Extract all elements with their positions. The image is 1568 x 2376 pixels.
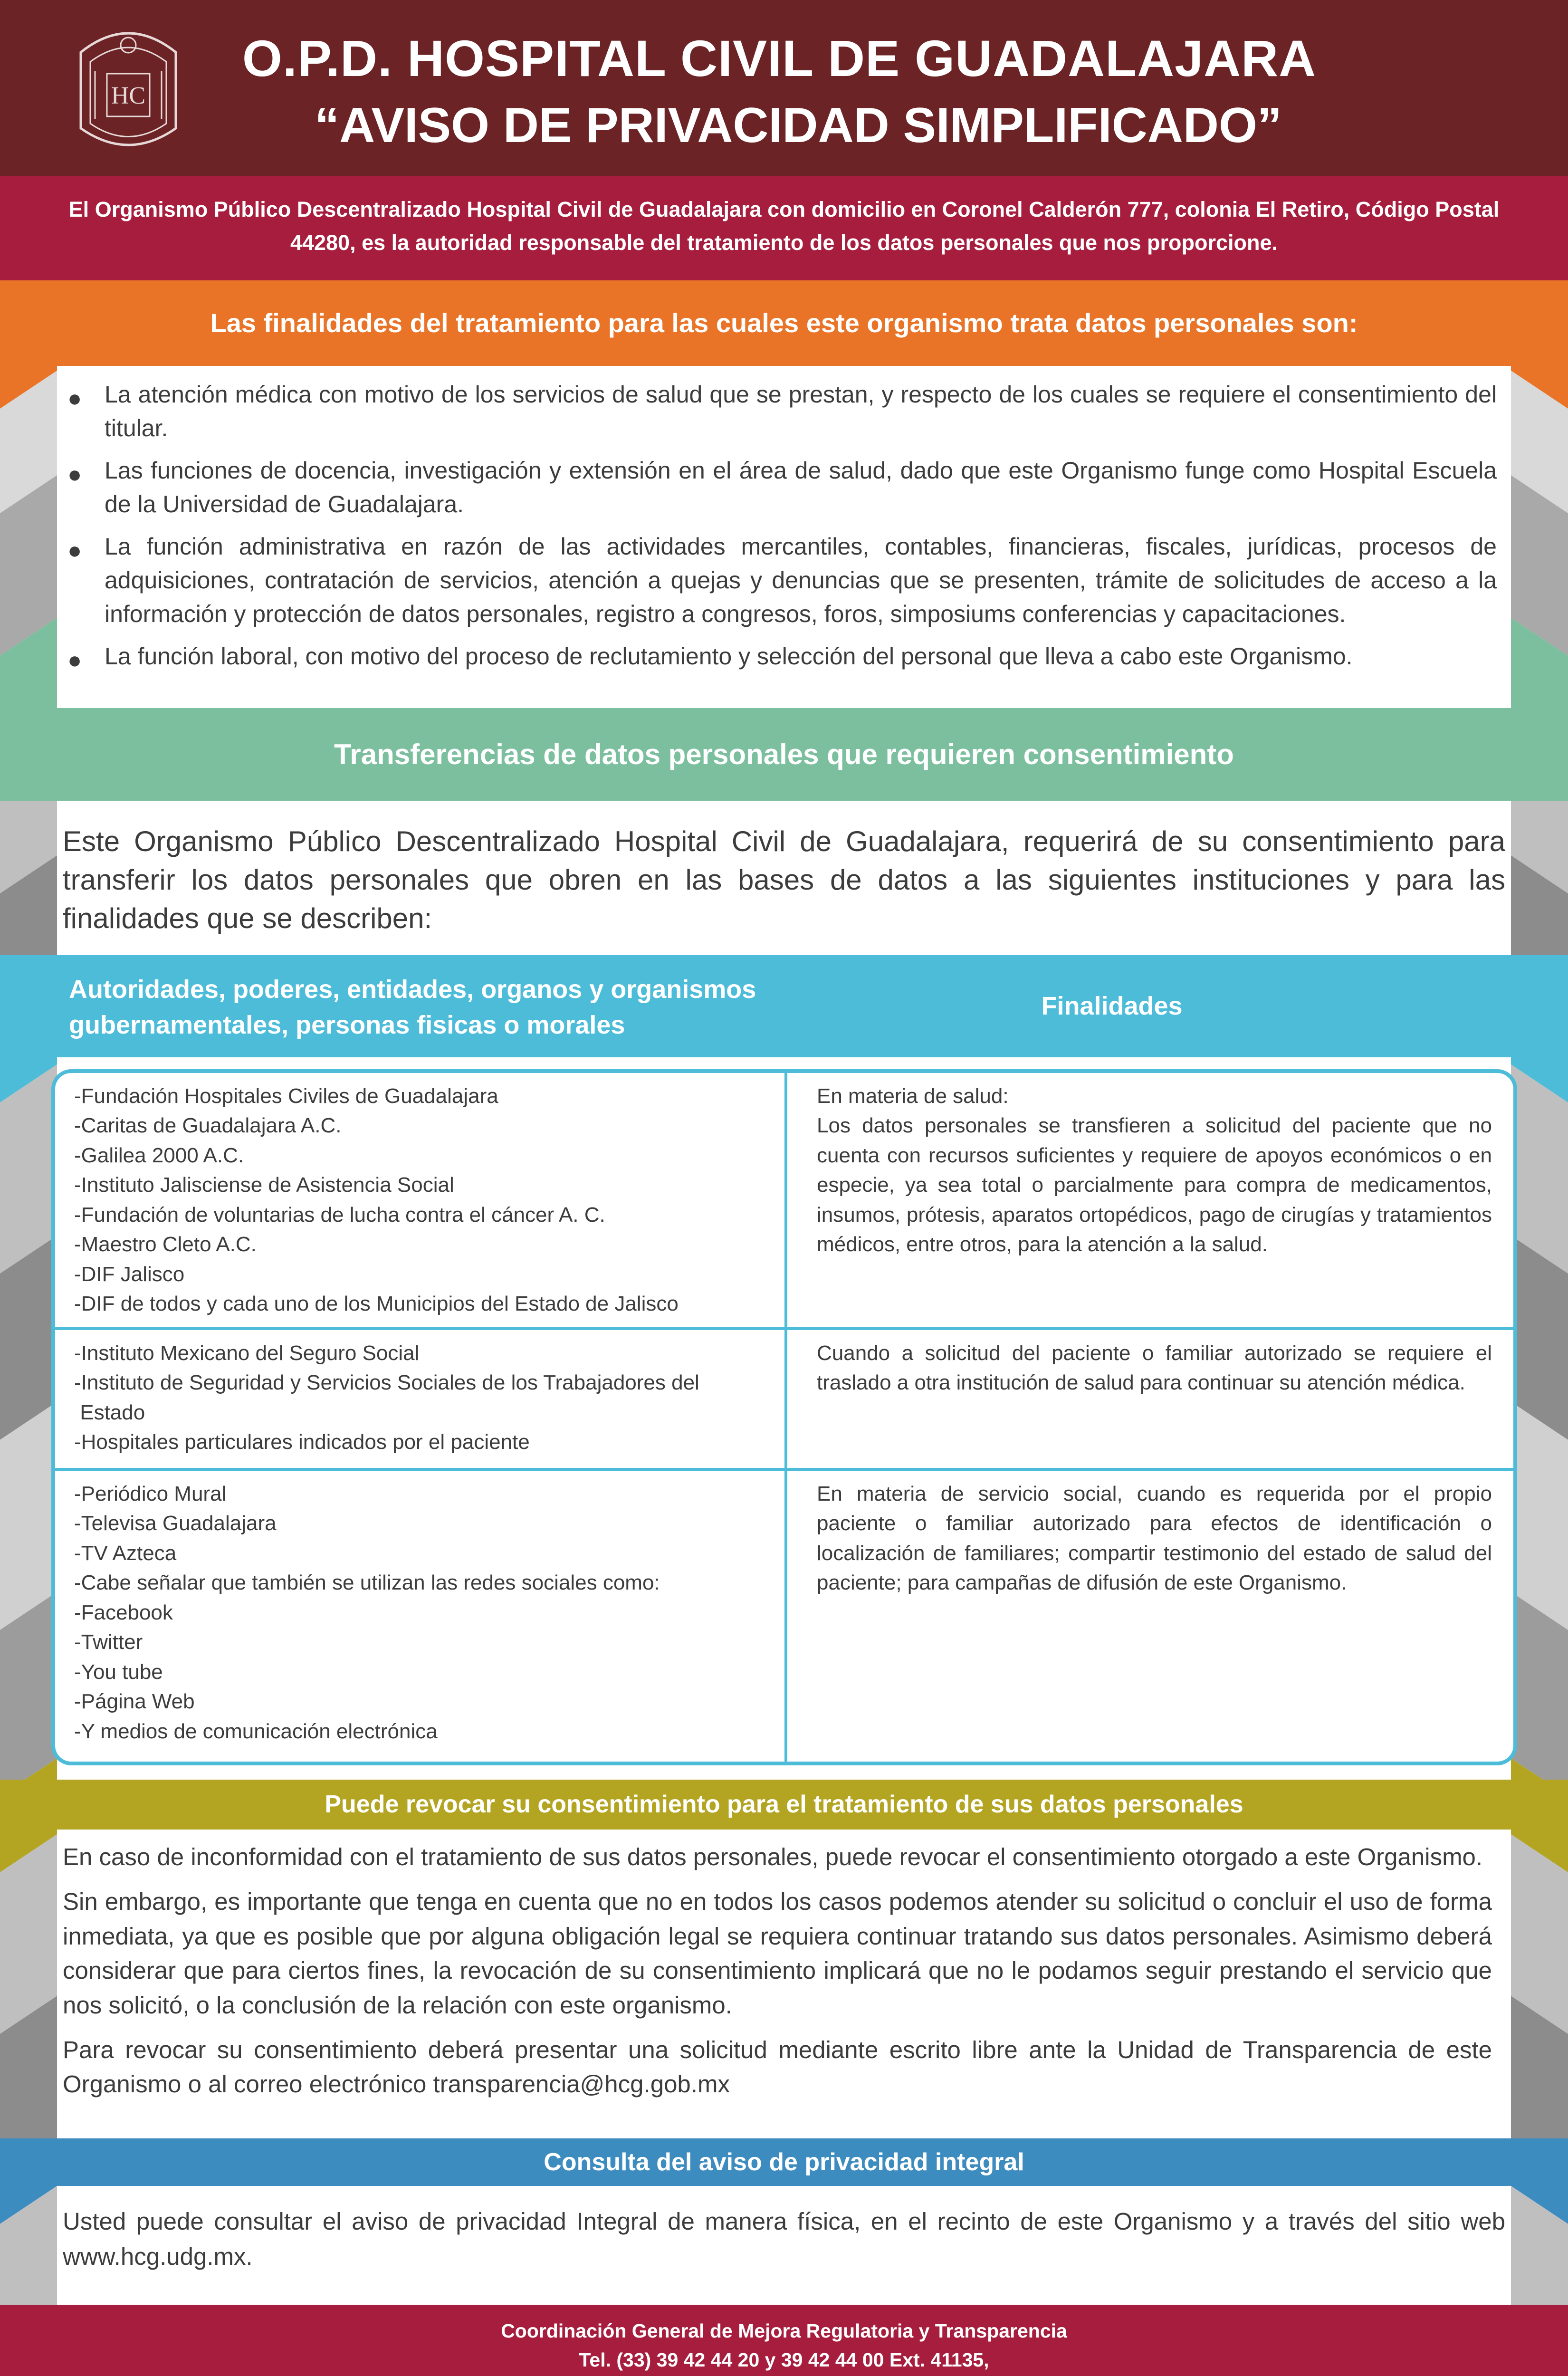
header-band <box>0 0 1568 176</box>
intro-line-1: El Organismo Público Descentralizado Hospital Civil de Guadalajara con domicilio en Coronel Calderón 777, colonia El Retiro, Código Postal <box>68 197 1500 221</box>
intro-line-2: 44280, es la autoridad responsable del tratamiento de los datos personales que nos proporcione. <box>290 230 1278 255</box>
entity-item: -Fundación Hospitales Civiles de Guadalajara <box>74 1084 498 1108</box>
consulta-text: Usted puede consultar el aviso de privacidad Integral de manera física, en el recinto de este Organismo y a través del sitio web www.hcg.udg.mx. <box>57 2186 1511 2305</box>
list-item-text: La función administrativa en razón de las actividades mercantiles, contables, financieras, fiscales, jurídicas, procesos de adquisiciones, contratación de servicios, atención a quejas y denuncias que se presenten, trámite de solicitudes de acceso a la información y protección de datos personales, registro a congresos, foros, simposiums conferencias y capacitaciones. <box>105 533 1497 627</box>
transfers-table <box>51 1069 1517 1765</box>
list-item <box>62 454 1497 521</box>
footer-line-1: Coordinación General de Mejora Regulatoria y Transparencia <box>501 2320 1067 2342</box>
footer-line-2: Tel. (33) 39 42 44 20 y 39 42 44 00 Ext. 41135, <box>579 2348 989 2371</box>
purpose-title: En materia de salud: <box>817 1084 1009 1108</box>
entity-item: -Televisa Guadalajara <box>74 1512 277 1535</box>
list-item-text: La función laboral, con motivo del proceso de reclutamiento y selección del personal que lleva a cabo este Organismo. <box>105 643 1353 670</box>
bullet-icon: ● <box>67 537 82 564</box>
entity-item: -Página Web <box>74 1690 195 1714</box>
column-header-entities: Autoridades, poderes, entidades, organos y organismos gubernamentales, personas fisicas o morales <box>69 975 756 1039</box>
entity-item: -Instituto Jalisciense de Asistencia Social <box>74 1173 454 1197</box>
list-item <box>62 640 1497 673</box>
entity-item: -Caritas de Guadalajara A.C. <box>74 1114 342 1138</box>
entity-item: -You tube <box>74 1660 163 1684</box>
entity-item: -Y medios de comunicación electrónica <box>74 1719 438 1743</box>
entity-item: -Fundación de voluntarias de lucha contra el cáncer A. C. <box>74 1203 605 1226</box>
list-item <box>62 378 1497 445</box>
entity-item: -Cabe señalar que también se utilizan las redes sociales como: <box>74 1571 660 1595</box>
entity-item: -DIF Jalisco <box>74 1262 185 1286</box>
bullet-icon: ● <box>67 461 82 488</box>
revocar-body <box>57 1830 1511 2138</box>
list-item-text: Las funciones de docencia, investigación y extensión en el área de salud, dado que este Organismo funge como Hospital Escuela de la Universidad de Guadalajara. <box>105 457 1497 517</box>
table-cell-entities <box>55 1330 784 1468</box>
revocar-paragraph-2: Sin embargo, es importante que tenga en cuenta que no en todos los casos podemos atender su solicitud o concluir el uso de forma inmediata, ya que es posible que por alguna obligación legal se requiera continuar tratando sus datos personales. Asimismo deberá considerar que para ciertos fines, la revocación de su consentimiento implicará que no le podamos seguir prestando el servicio que nos solicitó, o la conclusión de la relación con este organismo. <box>63 1888 1492 2019</box>
transferencias-intro: Este Organismo Público Descentralizado Hospital Civil de Guadalajara, requerirá de su consentimiento para transferir los datos personales que obren en las bases de datos a las siguientes instituciones y para las finalidades que se describen: <box>57 801 1511 955</box>
list-item <box>62 530 1497 631</box>
transferencias-heading: Transferencias de datos personales que requieren consentimiento <box>0 708 1568 801</box>
entity-item: -Maestro Cleto A.C. <box>74 1233 257 1256</box>
entity-item: -TV Azteca <box>74 1541 177 1565</box>
finalidades-list <box>57 366 1511 708</box>
entity-item: Estado <box>74 1400 145 1424</box>
purpose-text: En materia de servicio social, cuando es requerida por el propio paciente o familiar autorizado para efectos de identificación o localización de familiares; compartir testimonio del estado de salud del paciente; para campañas de difusión de este Organismo. <box>817 1482 1492 1595</box>
bullet-icon: ● <box>67 647 82 673</box>
table-cell-entities <box>55 1073 784 1327</box>
purpose-text: Cuando a solicitud del paciente o familiar autorizado se requiere el traslado a otra institución de salud para continuar su atención médica. <box>817 1341 1492 1395</box>
entity-item: -Periódico Mural <box>74 1482 227 1505</box>
svg-text:HC: HC <box>111 82 146 109</box>
footer-contact <box>0 2305 1568 2376</box>
column-header-purposes: Finalidades <box>1041 992 1183 1020</box>
revocar-heading: Puede revocar su consentimiento para el tratamiento de sus datos personales <box>0 1780 1568 1830</box>
table-cell-entities <box>55 1471 784 1762</box>
table-cell-purpose <box>784 1471 1513 1762</box>
consulta-heading: Consulta del aviso de privacidad integral <box>0 2138 1568 2186</box>
entity-item: -Facebook <box>74 1600 173 1624</box>
page-title: O.P.D. HOSPITAL CIVIL DE GUADALAJARA <box>242 29 1317 87</box>
entity-item: -Twitter <box>74 1630 143 1654</box>
footer-line-3 <box>0 2374 1568 2376</box>
hospital-crest-logo <box>67 19 190 162</box>
table-cell-purpose <box>784 1330 1513 1468</box>
revocar-paragraph-1: En caso de inconformidad con el tratamiento de sus datos personales, puede revocar el consentimiento otorgado a este Organismo. <box>63 1843 1483 1870</box>
finalidades-heading: Las finalidades del tratamiento para las cuales este organismo trata datos personales son: <box>0 280 1568 366</box>
page-subtitle: “AVISO DE PRIVACIDAD SIMPLIFICADO” <box>315 98 1282 153</box>
bullet-icon: ● <box>67 385 82 412</box>
table-header <box>0 955 1568 1057</box>
entity-item: -DIF de todos y cada uno de los Municipios del Estado de Jalisco <box>74 1292 679 1316</box>
intro-statement <box>0 176 1568 280</box>
table-cell-purpose <box>784 1073 1513 1327</box>
entity-item: -Galilea 2000 A.C. <box>74 1143 244 1167</box>
list-item-text: La atención médica con motivo de los servicios de salud que se prestan, y respecto de los cuales se requiere el consentimiento del titular. <box>105 381 1497 441</box>
entity-item: -Hospitales particulares indicados por el paciente <box>74 1430 530 1454</box>
entity-item: -Instituto de Seguridad y Servicios Sociales de los Trabajadores del <box>74 1371 699 1395</box>
purpose-text: Los datos personales se transfieren a solicitud del paciente que no cuenta con recursos suficientes y requiere de apoyos económicos o en especie, ya sea total o parcialmente para compra de medicamentos, insumos, prótesis, aparatos ortopédicos, pago de cirugías y tratamientos médicos, entre otros, para la atención a la salud. <box>817 1114 1492 1256</box>
revocar-paragraph-3: Para revocar su consentimiento deberá presentar una solicitud mediante escrito libre ante la Unidad de Transparencia de este Organismo o al correo electrónico transparencia@hcg.gob.mx <box>63 2036 1492 2098</box>
entity-item: -Instituto Mexicano del Seguro Social <box>74 1341 420 1365</box>
